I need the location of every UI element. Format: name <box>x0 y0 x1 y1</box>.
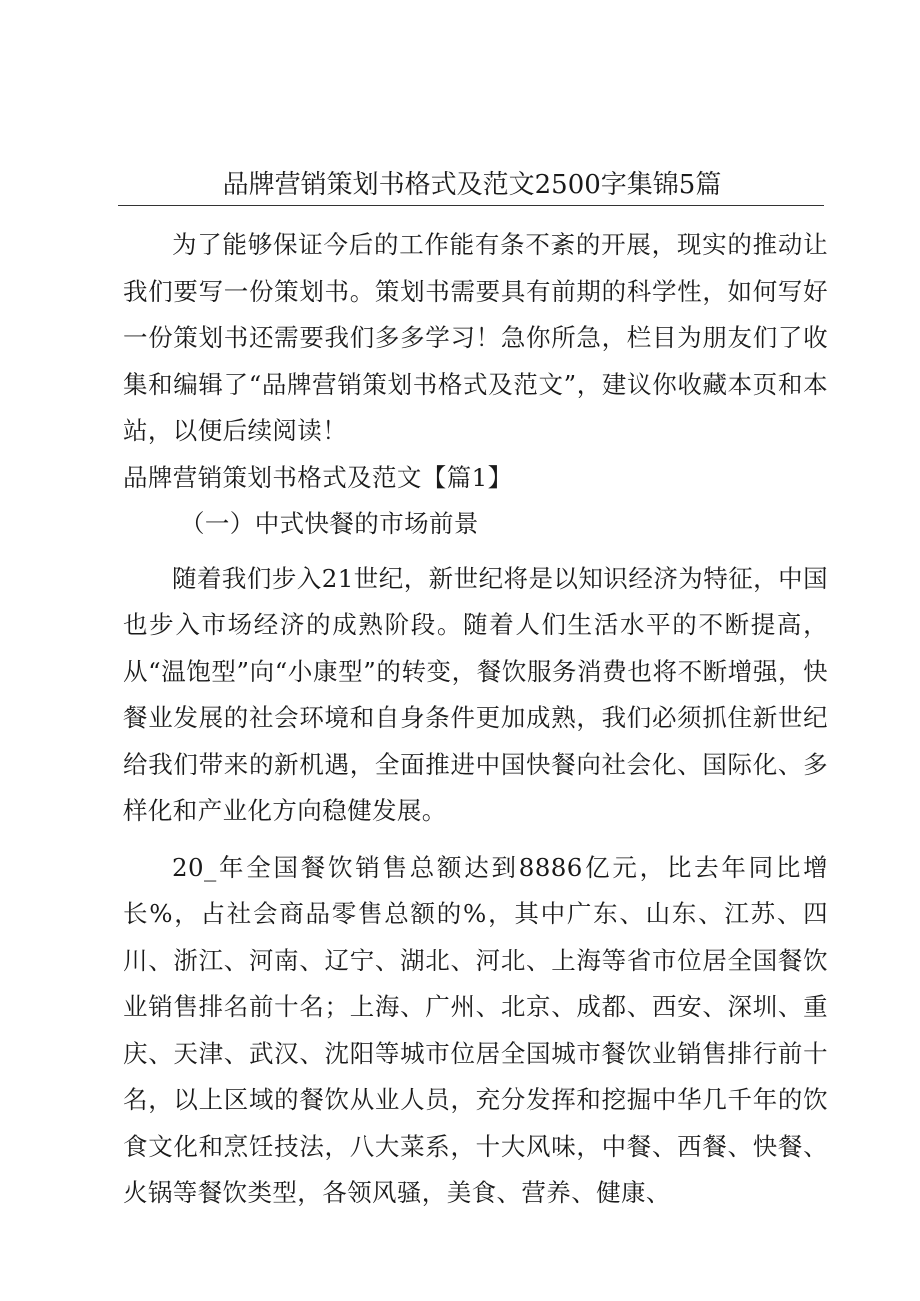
body-paragraph: 20_年全国餐饮销售总额达到8886亿元，比去年同比增长%，占社会商品零售总额的%，其中广东、山东、江苏、四川、浙江、河南、辽宁、湖北、河北、上海等省市位居全国餐饮业销售排名前十名；上海、广州、北京、成都、西安、深圳、重庆、天津、武汉、沈阳等城市位居全国城市餐饮业销售排行前十名，以上区域的餐饮从业人员，充分发挥和挖掘中华几千年的饮食文化和烹饪技法，八大菜系，十大风味，中餐、西餐、快餐、火锅等餐饮类型，各领风骚，美食、营养、健康、 <box>123 852 828 1207</box>
body-paragraph: 随着我们步入21世纪，新世纪将是以知识经济为特征，中国也步入市场经济的成熟阶段。随着人们生活水平的不断提高，从“温饱型”向“小康型”的转变，餐饮服务消费也将不断增强，快餐业发展的社会环境和自身条件更加成熟，我们必须抓住新世纪给我们带来的新机遇，全面推进中国快餐向社会化、国际化、多样化和产业化方向稳健发展。 <box>123 563 828 825</box>
document-body <box>123 222 828 1217</box>
document-title: 品牌营销策划书格式及范文2500字集锦5篇 <box>222 170 722 200</box>
section-heading: （一）中式快餐的市场前景 <box>180 509 479 538</box>
title-underline <box>118 205 824 206</box>
intro-paragraph: 为了能够保证今后的工作能有条不紊的开展，现实的推动让我们要写一份策划书。策划书需要具有前期的科学性，如何写好一份策划书还需要我们多多学习！急你所急，栏目为朋友们了收集和编辑了“品牌营销策划书格式及范文”，建议你收藏本页和本站，以便后续阅读！ <box>123 230 828 445</box>
article-heading: 品牌营销策划书格式及范文【篇1】 <box>123 462 513 492</box>
